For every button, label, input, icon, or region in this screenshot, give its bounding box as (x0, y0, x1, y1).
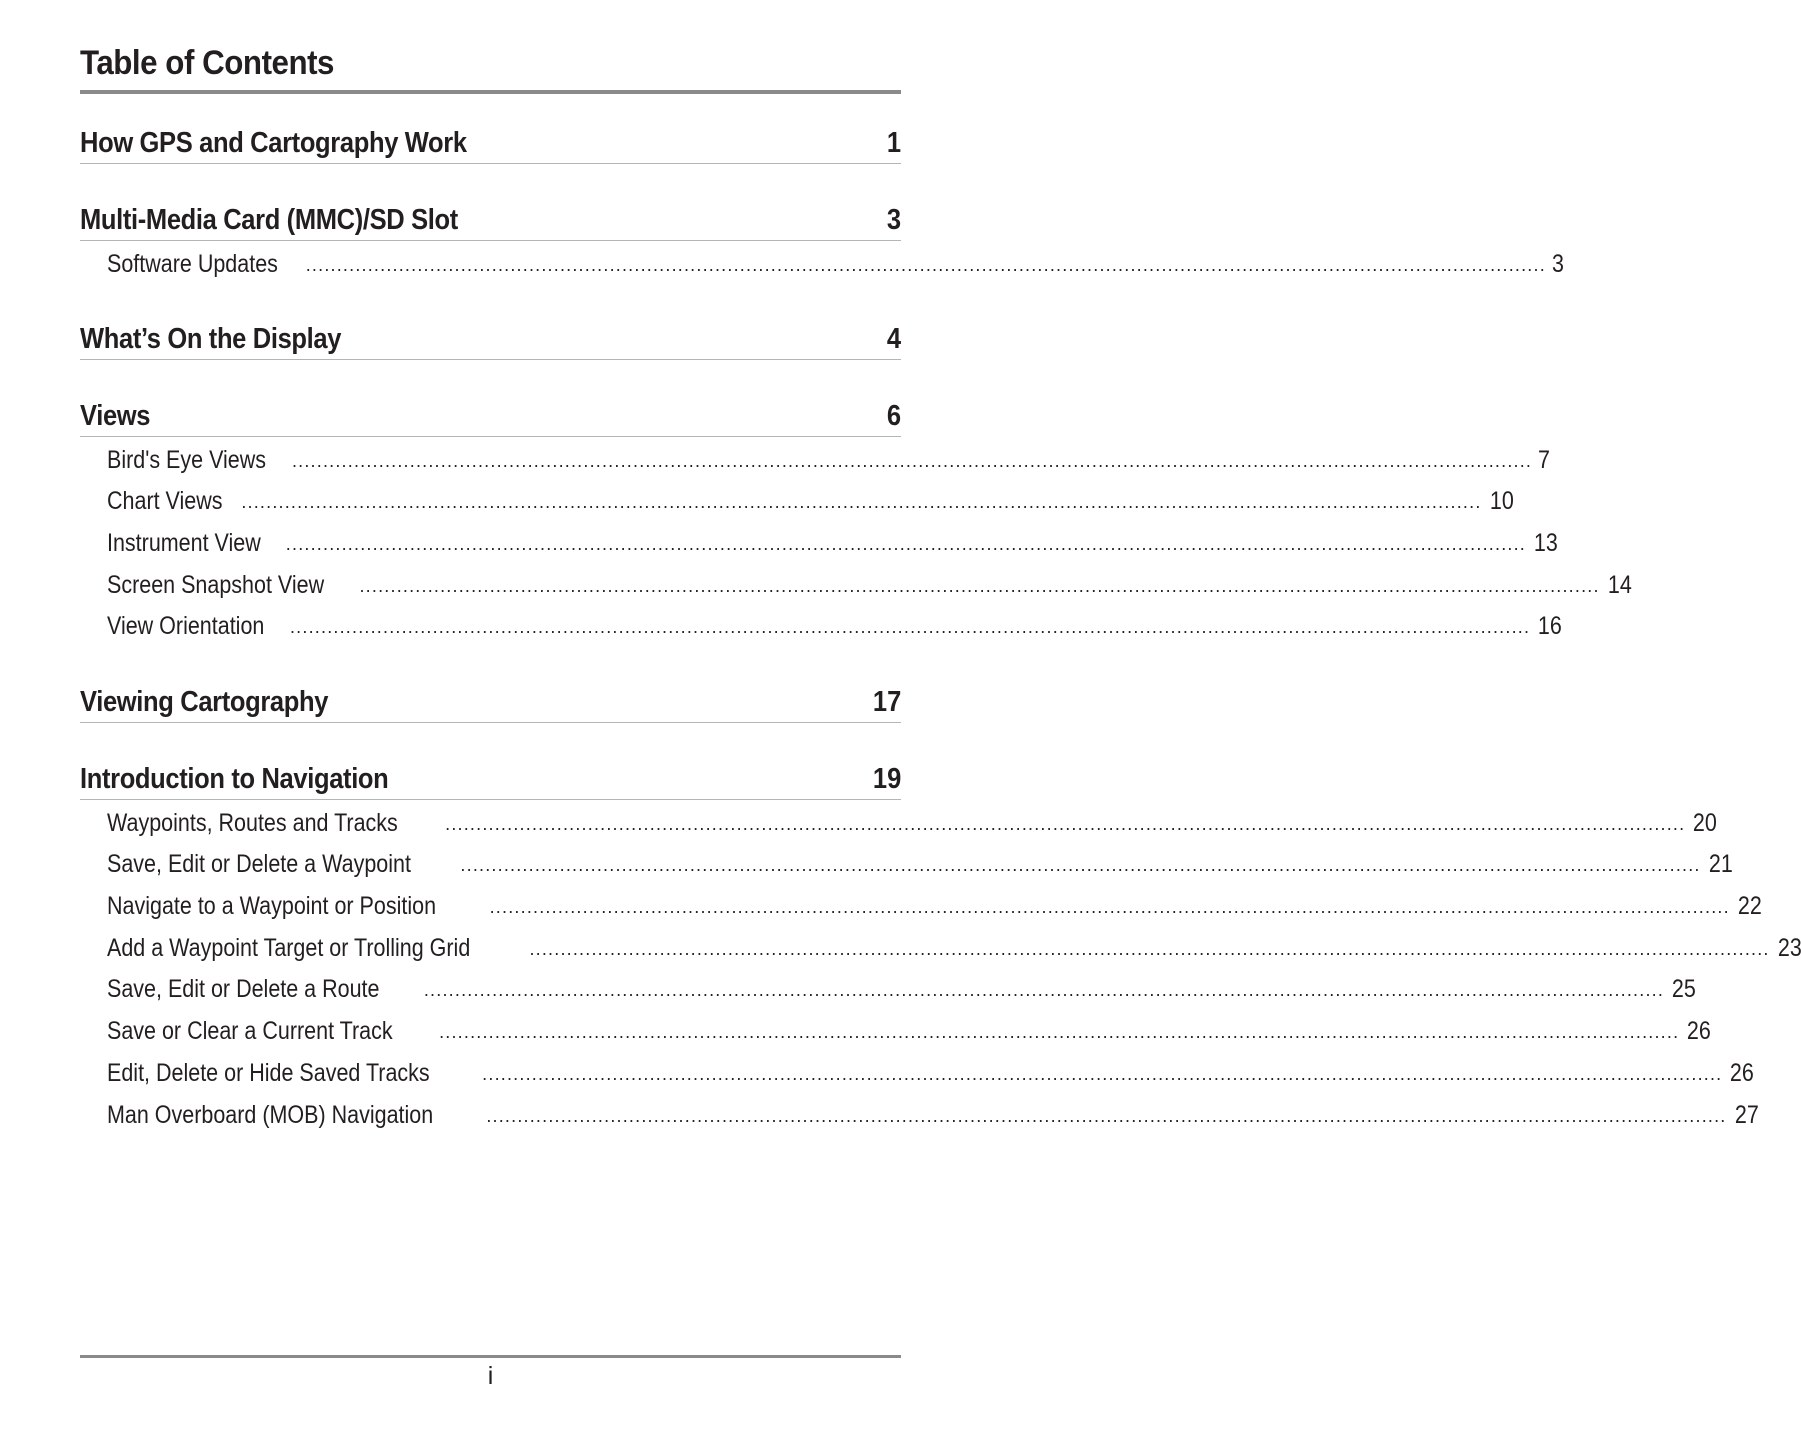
entry-title: Software Updates (107, 249, 278, 278)
entry-page-number: 13 (1533, 529, 1558, 558)
toc-entry[interactable] (107, 1092, 1759, 1134)
entry-title: Save or Clear a Current Track (107, 1017, 393, 1046)
toc-section (80, 125, 901, 164)
toc-section (80, 202, 1564, 283)
toc-entry[interactable] (107, 800, 1718, 842)
toc-entry[interactable] (107, 1050, 1755, 1092)
entry-title: Instrument View (107, 529, 261, 558)
entry-page-number: 16 (1538, 612, 1562, 641)
entry-page-number: 23 (1777, 933, 1801, 962)
entry-title: Bird's Eye Views (107, 445, 267, 474)
toc-page (80, 0, 1801, 1431)
toc-entry[interactable] (107, 241, 1564, 283)
entry-title: View Orientation (107, 612, 265, 641)
toc-section-heading[interactable] (80, 398, 901, 437)
entry-title: Save, Edit or Delete a Route (107, 975, 380, 1004)
toc-section-heading[interactable] (80, 684, 901, 723)
dot-leader: ........................................................................................................................................................................................................ (489, 897, 1730, 918)
toc-entry[interactable] (107, 967, 1696, 1009)
dot-leader: ........................................................................................................................................................................................................ (291, 450, 1533, 471)
entry-title: Navigate to a Waypoint or Position (107, 892, 437, 921)
toc-section (80, 398, 1632, 645)
dot-leader: ........................................................................................................................................................................................................ (460, 855, 1701, 876)
dot-leader: ........................................................................................................................................................................................................ (305, 254, 1546, 275)
dot-leader: ........................................................................................................................................................................................................ (289, 617, 1531, 638)
dot-leader: ........................................................................................................................................................................................................ (439, 1022, 1680, 1043)
toc-entry[interactable] (107, 1008, 1712, 1050)
section-page-number: 17 (872, 686, 901, 718)
entry-page-number: 7 (1538, 445, 1551, 474)
entry-page-number: 14 (1607, 570, 1632, 599)
entry-page-number: 26 (1730, 1058, 1755, 1087)
toc-subentries (80, 241, 1564, 283)
dot-leader: ........................................................................................................................................................................................................ (445, 813, 1686, 834)
entry-title: Screen Snapshot View (107, 570, 325, 599)
entry-page-number: 25 (1671, 975, 1696, 1004)
dot-leader: ........................................................................................................................................................................................................ (486, 1105, 1727, 1126)
entry-page-number: 22 (1737, 892, 1762, 921)
section-page-number: 1 (886, 127, 901, 159)
section-title: What’s On the Display (80, 323, 342, 355)
entry-title: Edit, Delete or Hide Saved Tracks (107, 1058, 430, 1087)
toc-subentries (80, 437, 1632, 645)
section-title: Introduction to Navigation (80, 763, 389, 795)
entry-title: Chart Views (107, 487, 223, 516)
section-title: Viewing Cartography (80, 686, 329, 718)
toc-entry[interactable] (107, 842, 1733, 884)
toc-entry[interactable] (107, 520, 1558, 562)
toc-section (80, 761, 1801, 1134)
page-title: Table of Contents (80, 44, 335, 82)
toc-section-heading[interactable] (80, 202, 901, 241)
dot-leader: ........................................................................................................................................................................................................ (423, 980, 1665, 1001)
entry-page-number: 3 (1551, 249, 1564, 278)
toc-section (80, 684, 901, 723)
section-title: Views (80, 400, 151, 432)
toc-subentries (80, 800, 1801, 1134)
entry-title: Waypoints, Routes and Tracks (107, 808, 398, 837)
toc-entry[interactable] (107, 925, 1801, 967)
section-title: Multi-Media Card (MMC)/SD Slot (80, 204, 458, 236)
toc-entry[interactable] (107, 479, 1514, 521)
toc-entry[interactable] (107, 604, 1562, 646)
toc-entry[interactable] (107, 883, 1762, 925)
toc-section (80, 321, 901, 360)
toc-section-heading[interactable] (80, 125, 901, 164)
footer-divider (80, 1355, 901, 1358)
section-page-number: 3 (886, 204, 901, 236)
title-divider (80, 90, 901, 94)
dot-leader: ........................................................................................................................................................................................................ (529, 938, 1770, 959)
section-page-number: 6 (886, 400, 901, 432)
entry-page-number: 27 (1734, 1100, 1759, 1129)
entry-page-number: 10 (1489, 487, 1514, 516)
section-page-number: 4 (886, 323, 901, 355)
toc-entry[interactable] (107, 562, 1632, 604)
entry-title: Man Overboard (MOB) Navigation (107, 1100, 434, 1129)
dot-leader: ........................................................................................................................................................................................................ (359, 575, 1600, 596)
dot-leader: ........................................................................................................................................................................................................ (482, 1063, 1723, 1084)
entry-title: Add a Waypoint Target or Trolling Grid (107, 933, 471, 962)
section-title: How GPS and Cartography Work (80, 127, 467, 159)
entry-page-number: 26 (1687, 1017, 1712, 1046)
dot-leader: ........................................................................................................................................................................................................ (241, 492, 1482, 513)
dot-leader: ........................................................................................................................................................................................................ (285, 534, 1526, 555)
toc-section-heading[interactable] (80, 761, 901, 800)
entry-title: Save, Edit or Delete a Waypoint (107, 850, 411, 879)
toc-section-heading[interactable] (80, 321, 901, 360)
entry-page-number: 20 (1693, 808, 1718, 837)
entry-page-number: 21 (1708, 850, 1733, 879)
footer-page-number: i (487, 1362, 494, 1390)
toc-entry[interactable] (107, 437, 1551, 479)
section-page-number: 19 (872, 763, 901, 795)
